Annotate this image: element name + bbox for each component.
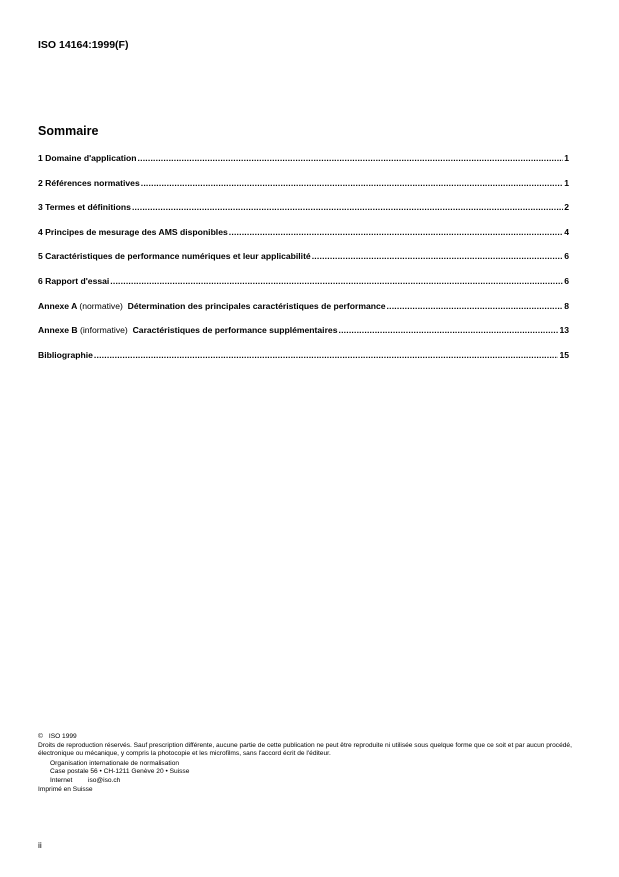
toc-entry-label: Bibliographie	[38, 349, 93, 360]
toc-entry-page: 13	[559, 325, 569, 336]
toc-entry-label: 3 Termes et définitions	[38, 202, 131, 213]
annex-title: Caractéristiques de performance supplémentaires	[132, 325, 338, 336]
toc-entry-page: 15	[559, 349, 569, 360]
toc-entry-page: 6	[564, 251, 569, 262]
toc-entry-2[interactable]	[38, 178, 569, 203]
toc-leader-dots	[110, 276, 563, 286]
toc-leader-dots	[138, 153, 564, 163]
toc-entry-label: 1 Domaine d'application	[38, 153, 137, 163]
internet-email[interactable]: iso@iso.ch	[88, 776, 121, 784]
copyright-year: ISO 1999	[48, 733, 77, 740]
toc-entry-3[interactable]	[38, 202, 569, 227]
copyright-rights: Droits de reproduction réservés. Sauf prescription différente, aucune partie de cette publication ne peut être reproduite ni utilisée sous quelque forme que ce soit et par aucun procédé, électronique ou mécanique, y compris la photocopie et les microfilms, sans l'accord écrit de l'éditeur.	[38, 741, 572, 758]
toc-entry-page: 8	[564, 300, 569, 311]
toc-entry-page: 1	[564, 153, 569, 163]
toc-entry-label: 2 Références normatives	[38, 177, 140, 188]
toc-leader-dots	[94, 350, 559, 360]
copyright-address: Case postale 56 • CH-1211 Genève 20 • Suisse	[50, 768, 190, 776]
toc-title: Sommaire	[38, 124, 99, 138]
toc-leader-dots	[141, 178, 563, 188]
copyright-internet	[38, 777, 578, 786]
copyright-icon: ©	[38, 733, 43, 740]
toc-entry-label: 4 Principes de mesurage des AMS disponibles	[38, 226, 228, 237]
copyright-printed: Imprimé en Suisse	[38, 785, 93, 793]
table-of-contents	[38, 153, 569, 374]
toc-entry-page: 2	[564, 202, 569, 213]
toc-leader-dots	[387, 301, 564, 311]
document-id: ISO 14164:1999(F)	[38, 39, 129, 51]
annex-prefix: Annexe A	[38, 300, 77, 311]
copyright-year-line	[38, 733, 578, 742]
toc-leader-dots	[132, 202, 563, 212]
copyright-org: Organisation internationale de normalisation	[50, 759, 180, 767]
page-number: ii	[38, 840, 42, 850]
toc-entry-label: 5 Caractéristiques de performance numériques et leur applicabilité	[38, 251, 311, 262]
toc-entry-page: 6	[564, 275, 569, 286]
toc-entry-annex-a[interactable]	[38, 301, 569, 326]
copyright-block	[38, 733, 578, 794]
internet-label: Internet	[50, 776, 73, 784]
toc-entry-annex-b[interactable]	[38, 325, 569, 350]
annex-note: (normative)	[79, 300, 123, 311]
toc-entry-6[interactable]	[38, 276, 569, 301]
toc-entry-page: 1	[564, 177, 569, 188]
toc-entry-label: 6 Rapport d'essai	[38, 275, 110, 286]
toc-entry-label	[38, 325, 337, 335]
toc-entry-label	[38, 301, 386, 311]
toc-entry-4[interactable]	[38, 227, 569, 252]
toc-leader-dots	[312, 251, 564, 261]
toc-entry-bibliography[interactable]	[38, 350, 569, 375]
toc-entry-page: 4	[564, 226, 569, 237]
toc-leader-dots	[338, 325, 558, 335]
annex-prefix: Annexe B	[38, 325, 78, 336]
annex-note: (informative)	[80, 325, 128, 336]
toc-entry-5[interactable]	[38, 251, 569, 276]
toc-leader-dots	[229, 227, 563, 237]
toc-entry-1[interactable]	[38, 153, 569, 178]
annex-title: Détermination des principales caractéristiques de performance	[127, 300, 386, 311]
